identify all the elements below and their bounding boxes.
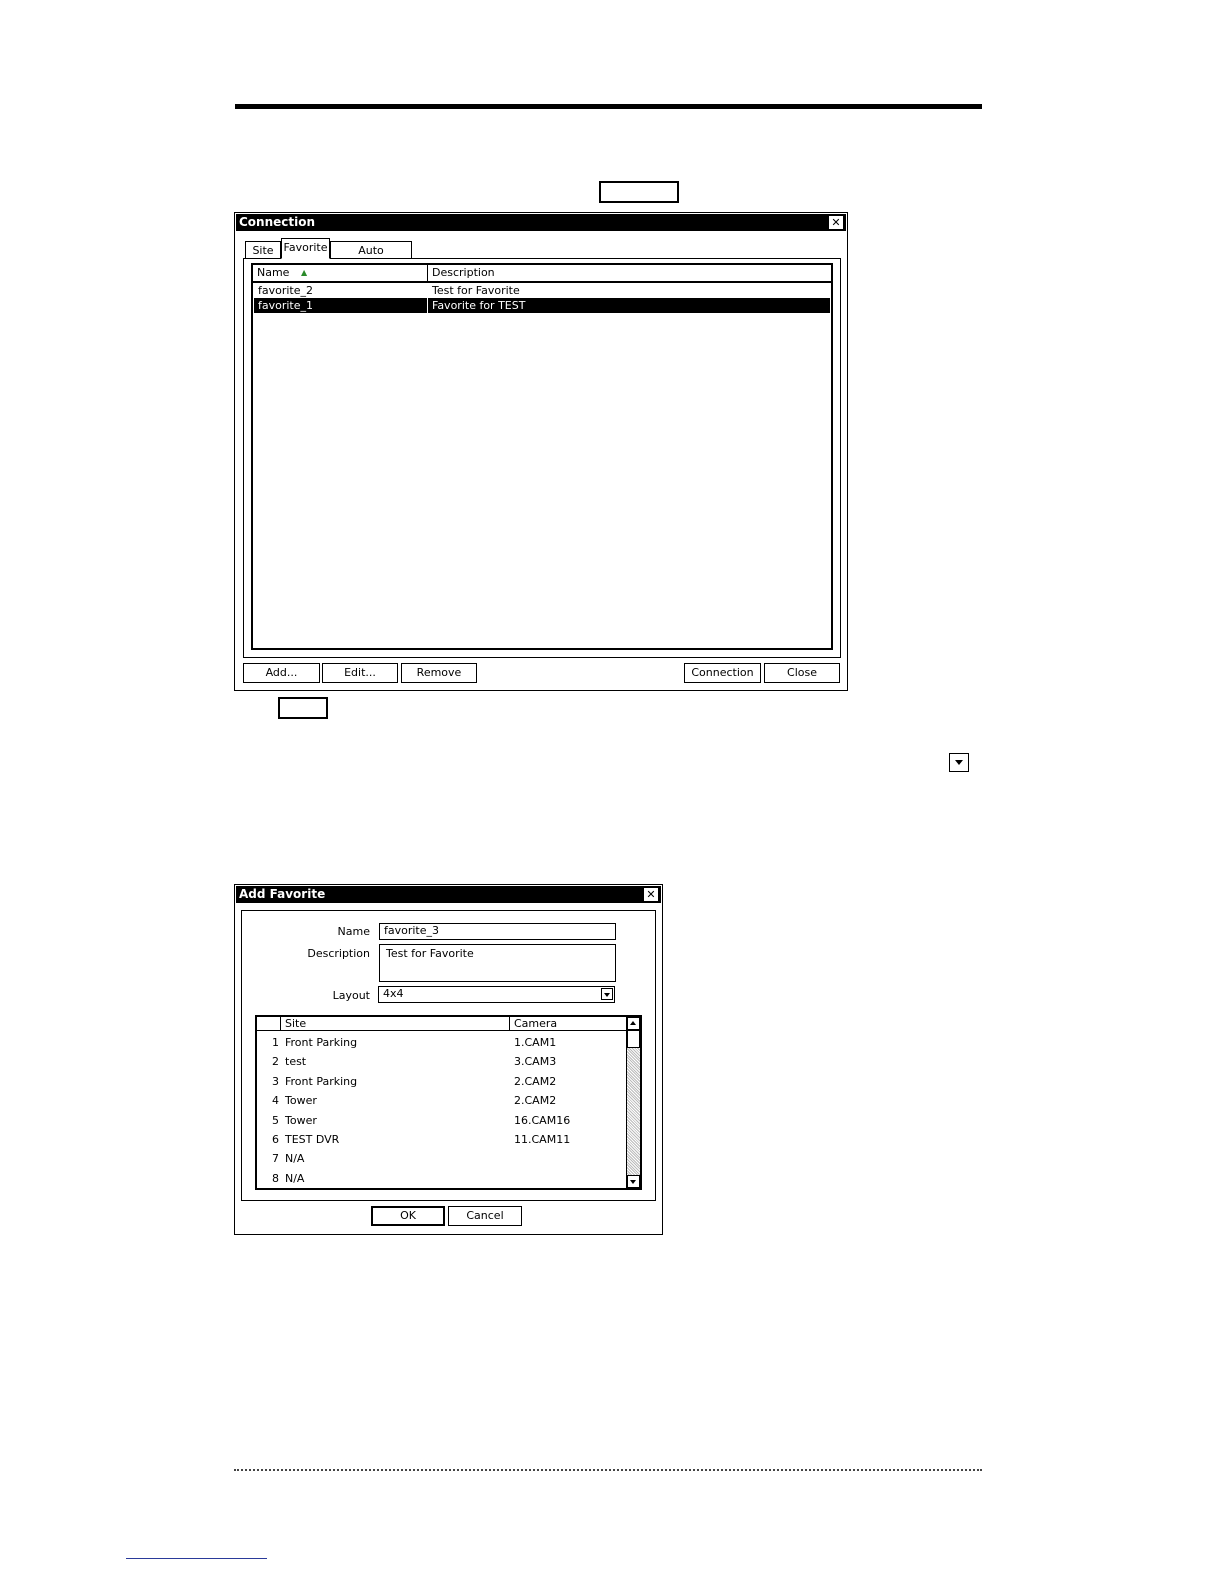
name-label: Name [337, 925, 370, 938]
row-site: N/A [285, 1172, 305, 1185]
add-favorite-title: Add Favorite [239, 887, 326, 901]
tab-site[interactable] [245, 241, 281, 259]
scroll-up-icon[interactable] [627, 1017, 640, 1030]
scroll-down-icon[interactable] [627, 1175, 640, 1188]
list-item[interactable] [254, 283, 830, 298]
row-number: 3 [272, 1075, 279, 1088]
row-camera: 2.CAM2 [514, 1075, 557, 1088]
row-number: 1 [272, 1036, 279, 1049]
name-field[interactable]: favorite_3 [379, 923, 616, 940]
list-item-name: favorite_2 [258, 284, 314, 297]
row-site: test [285, 1055, 307, 1068]
column-header-site[interactable]: Site [281, 1017, 510, 1030]
table-row[interactable] [257, 1111, 626, 1130]
favorite-list[interactable] [251, 263, 833, 650]
list-item-name: favorite_1 [254, 298, 428, 313]
grid-header [257, 1017, 626, 1031]
inline-button-callout-2 [278, 697, 328, 719]
row-site: Front Parking [285, 1075, 358, 1088]
description-label: Description [307, 947, 370, 960]
tab-auto-detection-label: Auto [358, 244, 384, 257]
site-camera-grid[interactable] [255, 1015, 642, 1190]
add-button[interactable]: Add... [243, 663, 320, 683]
row-number: 6 [272, 1133, 279, 1146]
top-rule [235, 104, 982, 109]
row-number: 8 [272, 1172, 279, 1185]
table-row[interactable] [257, 1033, 626, 1052]
footer-link-underline [126, 1558, 267, 1559]
row-number: 2 [272, 1055, 279, 1068]
close-button[interactable]: Close [764, 663, 840, 683]
column-header-index [257, 1017, 281, 1030]
sort-ascending-icon: ▲ [300, 268, 308, 277]
column-header-description[interactable] [428, 265, 831, 281]
column-header-camera[interactable]: Camera [514, 1017, 558, 1030]
row-site: TEST DVR [285, 1133, 340, 1146]
row-camera: 1.CAM1 [514, 1036, 557, 1049]
favorite-list-header [253, 265, 831, 283]
cancel-button[interactable]: Cancel [448, 1206, 522, 1226]
add-favorite-titlebar [236, 886, 661, 903]
list-item-selected[interactable] [254, 298, 830, 313]
inline-button-callout [599, 181, 679, 203]
remove-button[interactable]: Remove [401, 663, 477, 683]
table-row[interactable] [257, 1072, 626, 1091]
row-site: Front Parking [285, 1036, 358, 1049]
tab-favorite-label: Favorite [283, 241, 328, 254]
layout-select[interactable] [378, 986, 615, 1003]
row-number: 7 [272, 1152, 279, 1165]
table-row[interactable] [257, 1052, 626, 1071]
row-site: N/A [285, 1152, 305, 1165]
column-header-description-label: Description [432, 266, 495, 279]
row-camera: 3.CAM3 [514, 1055, 557, 1068]
close-icon[interactable]: ✕ [644, 888, 658, 901]
edit-button[interactable]: Edit... [322, 663, 398, 683]
layout-select-value: 4x4 [383, 987, 404, 1000]
row-camera: 16.CAM16 [514, 1114, 571, 1127]
connection-title: Connection [239, 215, 316, 229]
table-row[interactable] [257, 1149, 626, 1168]
connection-titlebar [236, 214, 846, 231]
table-row[interactable] [257, 1091, 626, 1110]
row-number: 4 [272, 1094, 279, 1107]
row-camera: 2.CAM2 [514, 1094, 557, 1107]
chevron-down-icon[interactable] [601, 988, 613, 1000]
ok-button[interactable]: OK [371, 1206, 445, 1226]
chevron-down-icon [949, 753, 969, 772]
column-header-name-label: Name [257, 266, 290, 279]
row-site: Tower [285, 1094, 317, 1107]
connection-button[interactable]: Connection [684, 663, 761, 683]
row-camera: 11.CAM11 [514, 1133, 571, 1146]
description-field[interactable]: Test for Favorite [379, 944, 616, 982]
list-item-description: Test for Favorite [432, 284, 520, 297]
row-site: Tower [285, 1114, 317, 1127]
table-row[interactable] [257, 1169, 626, 1188]
list-item-description: Favorite for TEST [432, 299, 526, 312]
tab-auto-detection[interactable] [330, 241, 412, 259]
tab-favorite[interactable] [281, 238, 330, 259]
scrollbar-thumb[interactable] [627, 1030, 640, 1048]
row-number: 5 [272, 1114, 279, 1127]
vertical-scrollbar[interactable] [626, 1017, 640, 1188]
table-row[interactable] [257, 1130, 626, 1149]
tab-site-label: Site [252, 244, 274, 257]
close-icon[interactable]: ✕ [829, 216, 843, 229]
column-header-name[interactable] [253, 265, 428, 281]
layout-label: Layout [332, 989, 370, 1002]
bottom-dotted-rule [234, 1469, 982, 1471]
